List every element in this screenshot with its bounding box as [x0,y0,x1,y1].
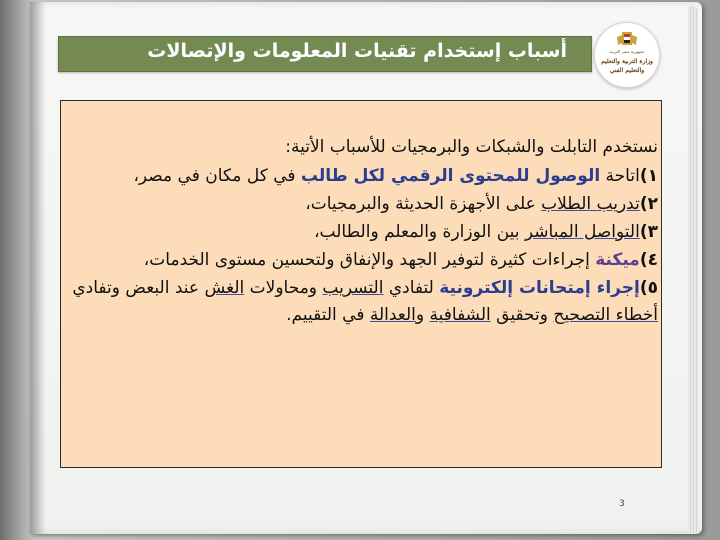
item-text: اتاحة [600,166,640,186]
intro-line: نستخدم التابلت والشبكات والبرمجيات للأسباب الأتية: [285,137,658,157]
page-title: أسباب إستخدام تقنيات المعلومات والإتصالات [147,40,567,62]
item-text: عند البعض وتفادي [72,278,205,298]
item-text: و [415,305,430,325]
item-highlight: الوصول للمحتوى الرقمي لكل طالب [300,166,601,186]
item-text: في التقييم. [286,305,370,325]
list-item-3 [30,219,658,246]
item-number: ٥) [639,278,658,298]
list-item-1 [30,163,658,190]
item-underlined: التواصل المباشر [524,222,640,242]
logo-text-top: جمهورية مصر العربية [609,49,645,54]
logo-text-sub: والتعليم الفني [609,67,645,74]
item-number: ٢) [639,194,658,214]
item-number: ٤) [639,250,658,270]
item-underlined: الغش [204,278,245,298]
item-text: على الأجهزة الحديثة والبرمجيات، [305,194,542,214]
ministry-logo [594,22,660,88]
item-underlined: العدالة [369,305,416,325]
list-item-5 [30,275,658,329]
item-text: بين الوزارة والمعلم والطالب، [314,222,525,242]
item-underlined: التسريب [322,278,384,298]
item-highlight: ميكنة [595,250,640,270]
logo-text-ministry: وزارة التربية والتعليم [601,58,653,65]
page-stack-edge [688,6,698,534]
page-number: 3 [619,499,625,509]
reasons-list [30,134,658,329]
item-underlined: الشفافية [429,305,491,325]
item-number: ١) [639,166,658,186]
list-item-4 [30,247,658,274]
item-underlined: تدريب الطلاب [541,194,640,214]
item-text: إجراءات كثيرة لتوفير الجهد والإنفاق ولتحسين مستوى الخدمات، [143,250,596,270]
item-highlight: إجراء إمتحانات إلكترونية [439,278,640,298]
item-text: وتحقيق [490,305,554,325]
egypt-eagle-emblem-icon [595,23,659,87]
item-underlined: أخطاء التصحيح [553,305,658,325]
title-bar [58,36,592,72]
item-text: لتفادي [383,278,440,298]
item-text: ومحاولات [244,278,323,298]
list-item-2 [30,191,658,218]
item-text: في كل مكان في مصر، [133,166,301,186]
item-number: ٣) [639,222,658,242]
